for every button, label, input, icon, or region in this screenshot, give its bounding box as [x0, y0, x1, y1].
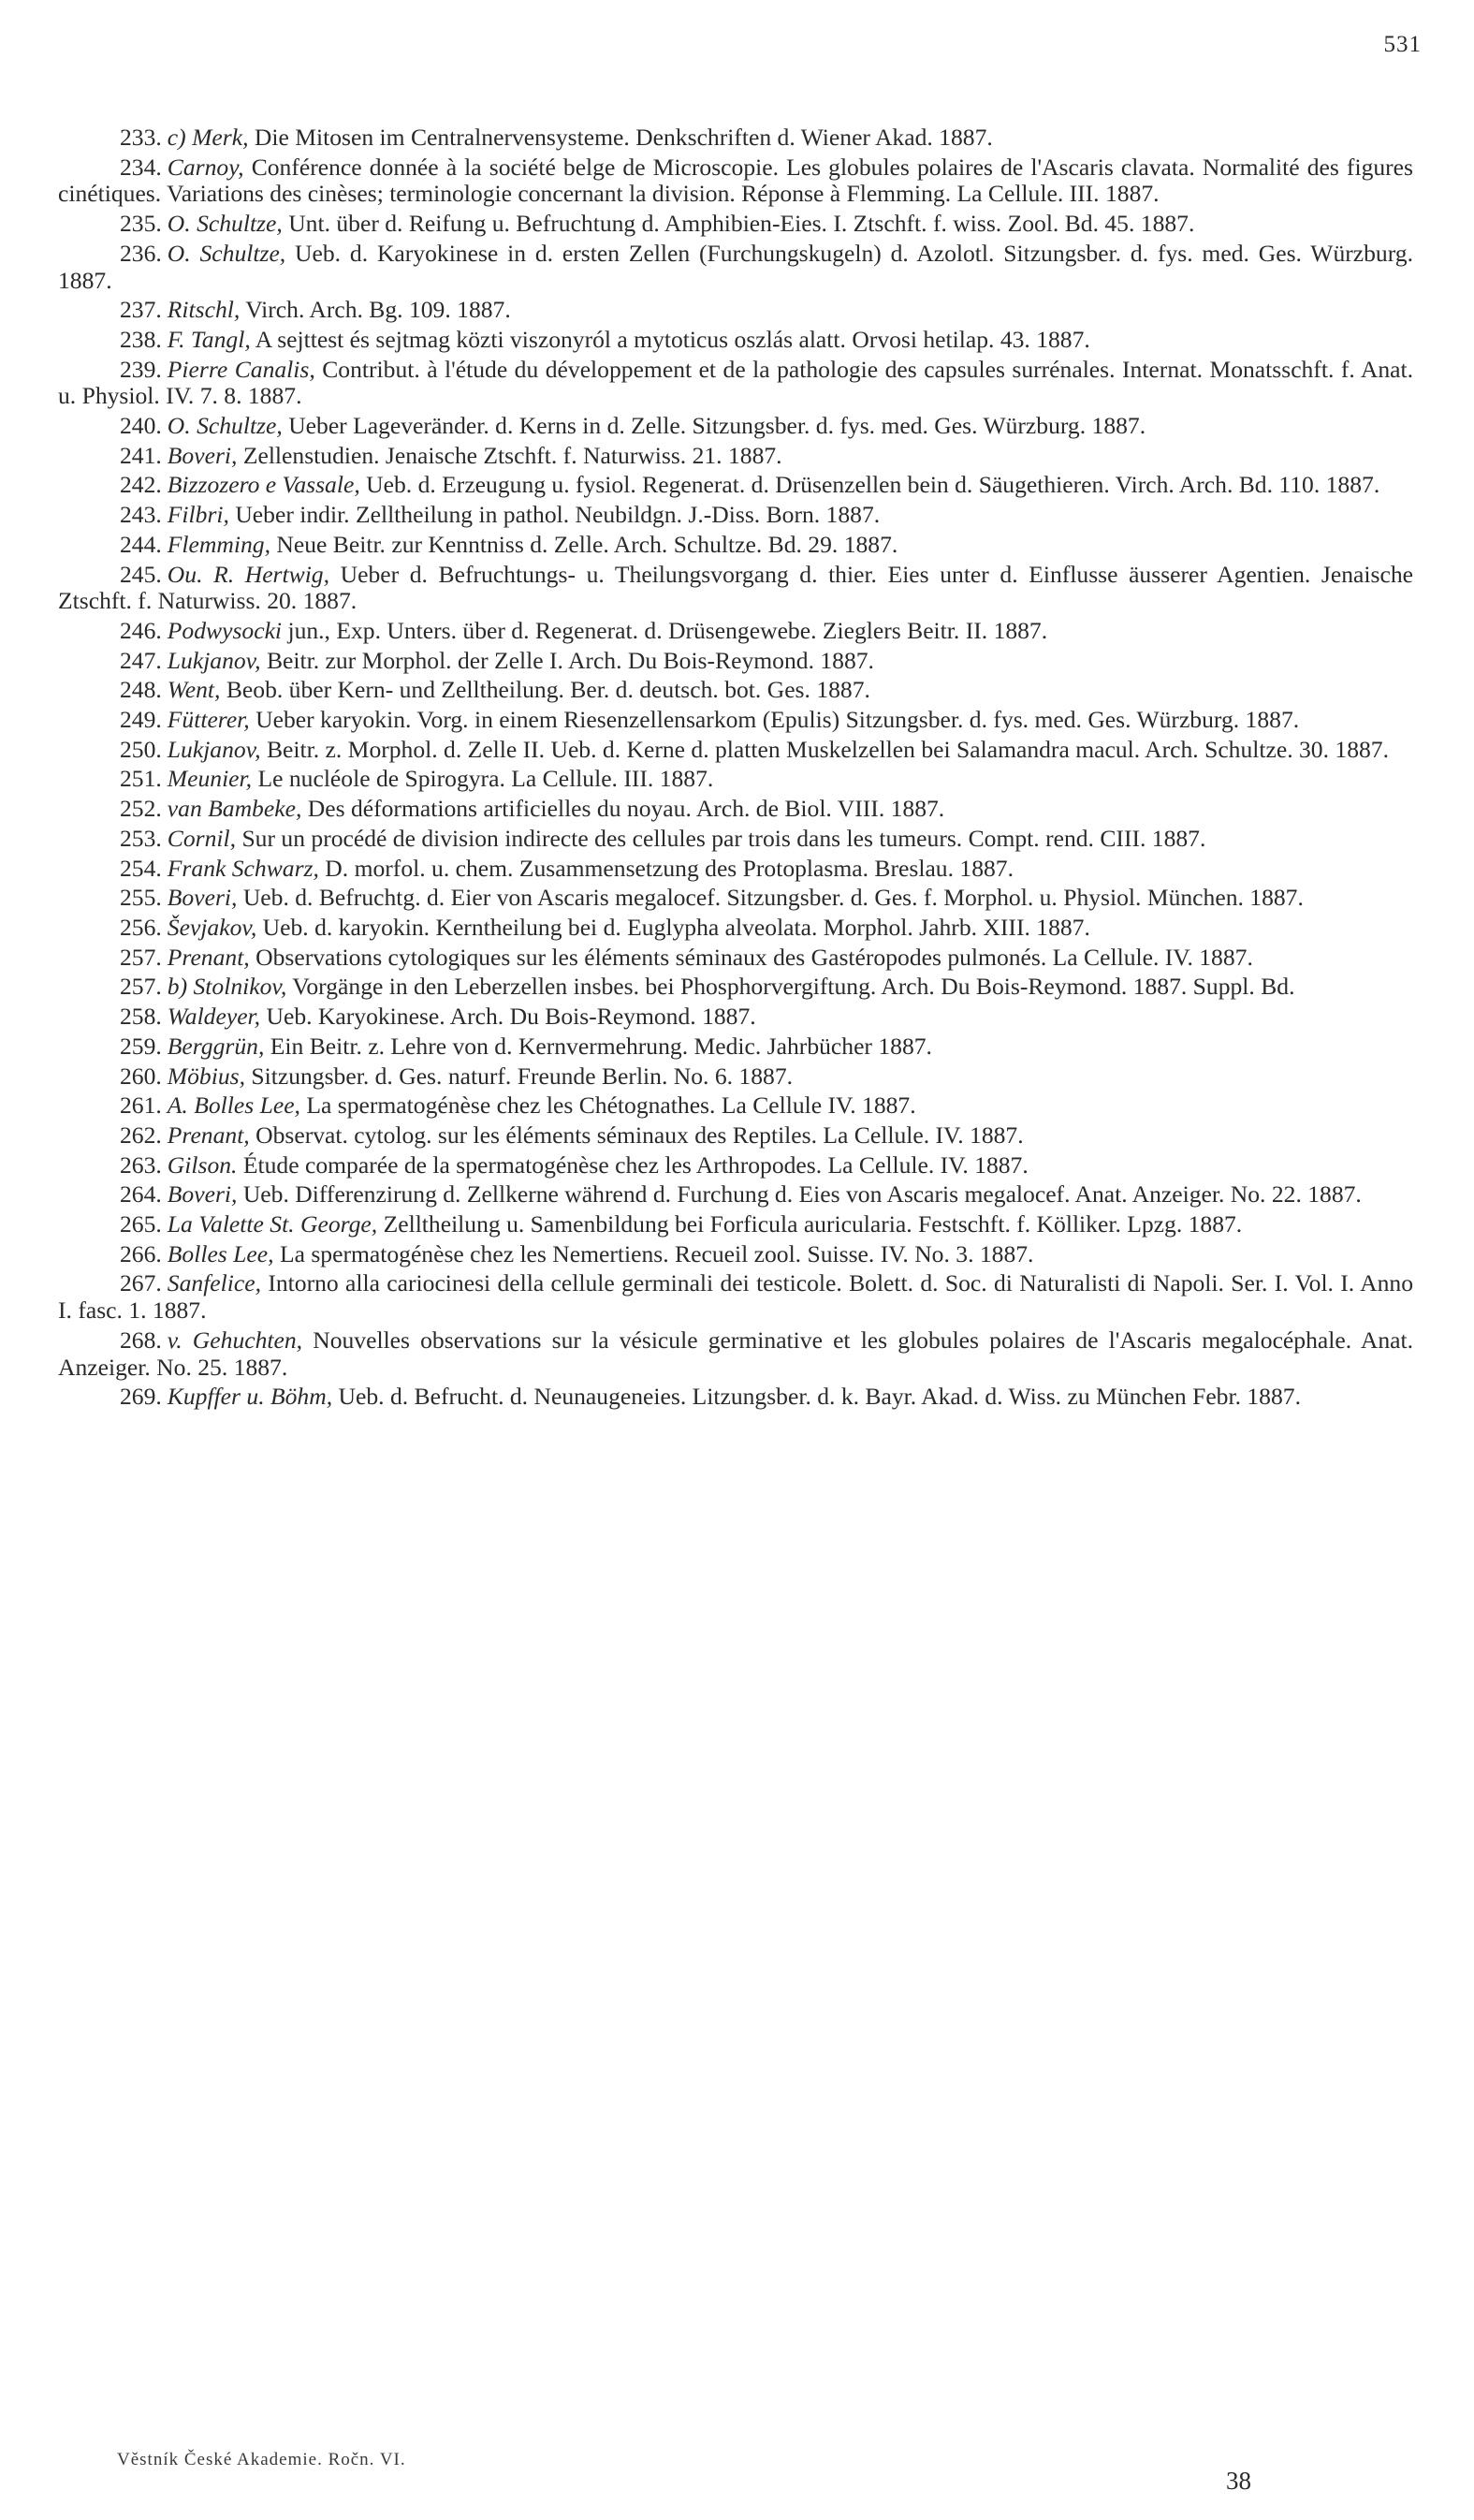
bibliography-entry — [58, 1241, 1413, 1268]
entry-number: 254. — [120, 854, 162, 882]
bibliography-entry — [58, 618, 1413, 645]
bibliography-entry — [58, 297, 1413, 324]
bibliography-entry — [58, 974, 1413, 1001]
bibliography-entry — [58, 1033, 1413, 1061]
entry-number: 244. — [120, 530, 162, 558]
entry-number: 266. — [120, 1239, 162, 1267]
entry-number: 255. — [120, 884, 162, 912]
entry-number: 249. — [120, 706, 162, 734]
bibliography-list — [58, 125, 1413, 1414]
entry-text: Beob. über Kern- und Zelltheilung. Ber. d. deutsch. bot. Ges. 1887. — [226, 676, 870, 704]
entry-number: 257. — [120, 943, 162, 971]
entry-text: Étude comparée de la spermatogénèse chez les Arthropodes. La Cellule. IV. 1887. — [242, 1150, 1029, 1179]
entry-number: 262. — [120, 1121, 162, 1149]
entry-number: 239. — [120, 355, 162, 383]
entry-text: Ueber karyokin. Vorg. in einem Riesenzellensarkom (Epulis) Sitzungsber. d. fys. med. Ges. Würzburg. 1887. — [255, 706, 1300, 734]
entry-text: Vorgänge in den Leberzellen insbes. bei Phosphorvergiftung. Arch. Du Bois-Reymond. 1887. Suppl. Bd. — [292, 973, 1295, 1001]
bibliography-entry — [58, 125, 1413, 152]
entry-text: Neue Beitr. zur Kenntniss d. Zelle. Arch. Schultze. Bd. 29. 1887. — [276, 530, 898, 558]
entry-author: Lukjanov, — [167, 735, 261, 763]
entry-number: 251. — [120, 765, 162, 793]
entry-text: Unt. über d. Reifung u. Befruchtung d. Amphibien-Eies. I. Ztschft. f. wiss. Zool. Bd. 45. 1887. — [288, 210, 1195, 238]
bibliography-entry — [58, 443, 1413, 470]
entry-text: Ueb. d. Befruchtg. d. Eier von Ascaris megalocef. Sitzungsber. d. Ges. f. Morphol. u. Physiol. München. 1887. — [242, 884, 1304, 912]
bibliography-entry — [58, 1181, 1413, 1209]
entry-text: Ueber d. Befruchtungs- u. Theilungsvorgang d. thier. Eies unter d. Einflusse äusserer Agentien. Jenaische Ztschft. f. Naturwiss. 20. 1887. — [58, 560, 1413, 615]
entry-number: 247. — [120, 646, 162, 674]
entry-author: Bizzozero e Vassale, — [167, 471, 360, 499]
entry-author: Gilson. — [167, 1150, 238, 1179]
entry-author: Prenant, — [167, 943, 250, 971]
entry-number: 243. — [120, 501, 162, 529]
entry-text: Intorno alla cariocinesi della cellule germinali dei testicole. Bolett. d. Soc. di Naturalisti di Napoli. Ser. I. Vol. I. Anno I. fasc. 1. 1887. — [58, 1269, 1413, 1325]
bibliography-entry — [58, 856, 1413, 883]
entry-author: Berggrün, — [167, 1032, 265, 1060]
entry-text: Sur un procédé de division indirecte des cellules par trois dans les tumeurs. Compt. rend. CIII. 1887. — [241, 824, 1206, 852]
bibliography-entry — [58, 1211, 1413, 1238]
entry-author: Kupffer u. Böhm, — [167, 1383, 333, 1411]
entry-author: Lukjanov, — [167, 646, 261, 674]
entry-author: O. Schultze, — [167, 412, 283, 440]
entry-author: O. Schultze, — [167, 210, 283, 238]
entry-number: 234. — [120, 153, 162, 181]
entry-text: Ueb. Karyokinese. Arch. Du Bois-Reymond. 1887. — [266, 1003, 756, 1031]
bibliography-entry — [58, 472, 1413, 499]
entry-text: Ueb. Differenzirung d. Zellkerne während d. Furchung d. Eies von Ascaris megalocef. Anat. Anzeiger. No. 22. 1887. — [242, 1180, 1362, 1209]
bibliography-entry — [58, 677, 1413, 704]
entry-text: Contribut. à l'étude du développement et de la pathologie des capsules surrénales. Internat. Monatsschft. f. Anat. u. Physiol. IV. 7. 8. 1887. — [58, 355, 1413, 410]
bibliography-entry — [58, 502, 1413, 529]
entry-number: 260. — [120, 1062, 162, 1090]
entry-author: Bolles Lee, — [167, 1239, 274, 1267]
entry-author: F. Tangl, — [167, 325, 251, 353]
entry-number: 238. — [120, 325, 162, 353]
entry-number: 263. — [120, 1150, 162, 1179]
entry-text: Die Mitosen im Centralnervensysteme. Denkschriften d. Wiener Akad. 1887. — [254, 124, 993, 151]
entry-author: Prenant, — [167, 1121, 250, 1149]
entry-author: Ševjakov, — [167, 913, 257, 941]
bibliography-entry — [58, 1063, 1413, 1091]
signature-mark: 38 — [1226, 2467, 1251, 2495]
entry-author: c) Merk, — [167, 124, 249, 151]
entry-author: Boveri, — [167, 441, 238, 469]
bibliography-entry — [58, 562, 1413, 615]
entry-number: 248. — [120, 676, 162, 704]
bibliography-entry — [58, 1122, 1413, 1150]
bibliography-entry — [58, 532, 1413, 559]
entry-number: 265. — [120, 1210, 162, 1238]
bibliography-entry — [58, 1384, 1413, 1411]
entry-text: A sejttest és sejtmag közti viszonyról a mytoticus oszlás alatt. Orvosi hetilap. 43. 1887. — [255, 325, 1090, 353]
bibliography-entry — [58, 945, 1413, 972]
entry-text: La spermatogénèse chez les Chétognathes. La Cellule IV. 1887. — [306, 1092, 916, 1120]
bibliography-entry — [58, 357, 1413, 410]
entry-author: Ou. R. Hertwig, — [167, 560, 330, 588]
entry-author: La Valette St. George, — [167, 1210, 378, 1238]
entry-number: 240. — [120, 412, 162, 440]
entry-text: Observat. cytolog. sur les éléments séminaux des Reptiles. La Cellule. IV. 1887. — [255, 1121, 1024, 1149]
bibliography-entry — [58, 1092, 1413, 1120]
entry-author: Boveri, — [167, 1180, 238, 1209]
entry-number: 256. — [120, 913, 162, 941]
entry-text: Nouvelles observations sur la vésicule germinative et les globules polaires de l'Ascaris megalocéphale. Anat. Anzeiger. No. 25. 1887. — [58, 1326, 1413, 1381]
entry-text: Ueb. d. Karyokinese in d. ersten Zellen (Furchungskugeln) d. Azolotl. Sitzungsber. d. fys. med. Ges. Würzburg. 1887. — [58, 239, 1413, 294]
entry-author: van Bambeke, — [167, 795, 302, 823]
bibliography-entry — [58, 826, 1413, 853]
entry-number: 233. — [120, 124, 162, 151]
entry-author: O. Schultze, — [167, 239, 286, 267]
entry-author: Fütterer, — [167, 706, 250, 734]
entry-author: Carnoy, — [167, 153, 244, 181]
entry-number: 237. — [120, 296, 162, 324]
journal-footer: Věstník České Akademie. Ročn. VI. — [117, 2450, 406, 2469]
entry-author: Ritschl, — [167, 296, 241, 324]
entry-author: v. Gehuchten, — [167, 1326, 303, 1354]
entry-text: Beitr. zur Morphol. der Zelle I. Arch. Du Bois-Reymond. 1887. — [266, 646, 874, 674]
entry-author: b) Stolnikov, — [167, 973, 287, 1001]
entry-text: Zellenstudien. Jenaische Ztschft. f. Naturwiss. 21. 1887. — [242, 441, 782, 469]
entry-text: jun., Exp. Unters. über d. Regenerat. d. Drüsengewebe. Zieglers Beitr. II. 1887. — [287, 616, 1048, 644]
entry-number: 245. — [120, 560, 162, 588]
entry-author: Pierre Canalis, — [167, 355, 315, 383]
entry-number: 246. — [120, 616, 162, 644]
entry-author: Cornil, — [167, 824, 237, 852]
entry-author: A. Bolles Lee, — [167, 1092, 300, 1120]
entry-author: Sanfelice, — [167, 1269, 261, 1297]
entry-number: 252. — [120, 795, 162, 823]
bibliography-entry — [58, 1152, 1413, 1179]
entry-number: 242. — [120, 471, 162, 499]
entry-text: Ueb. d. karyokin. Kerntheilung bei d. Euglypha alveolata. Morphol. Jahrb. XIII. 1887. — [262, 913, 1090, 941]
entry-text: Ein Beitr. z. Lehre von d. Kernvermehrung. Medic. Jahrbücher 1887. — [270, 1032, 932, 1060]
entry-number: 267. — [120, 1269, 162, 1297]
entry-number: 250. — [120, 735, 162, 763]
entry-number: 269. — [120, 1383, 162, 1411]
entry-author: Meunier, — [167, 765, 253, 793]
entry-text: Ueb. d. Erzeugung u. fysiol. Regenerat. d. Drüsenzellen bein d. Säugethieren. Virch. Arch. Bd. 110. 1887. — [366, 471, 1380, 499]
bibliography-entry — [58, 241, 1413, 294]
bibliography-entry — [58, 796, 1413, 823]
entry-author: Möbius, — [167, 1062, 245, 1090]
entry-number: 236. — [120, 239, 162, 267]
bibliography-entry — [58, 211, 1413, 238]
entry-author: Filbri, — [167, 501, 229, 529]
entry-text: Des déformations artificielles du noyau. Arch. de Biol. VIII. 1887. — [307, 795, 945, 823]
entry-author: Went, — [167, 676, 221, 704]
entry-text: Ueber Lageveränder. d. Kerns in d. Zelle. Sitzungsber. d. fys. med. Ges. Würzburg. 1887. — [288, 412, 1146, 440]
entry-number: 253. — [120, 824, 162, 852]
entry-text: Le nucléole de Spirogyra. La Cellule. III. 1887. — [257, 765, 714, 793]
bibliography-entry — [58, 413, 1413, 440]
entry-number: 257. — [120, 973, 162, 1001]
bibliography-entry — [58, 766, 1413, 793]
entry-text: Sitzungsber. d. Ges. naturf. Freunde Berlin. No. 6. 1887. — [251, 1062, 794, 1090]
entry-text: Ueb. d. Befrucht. d. Neunaugeneies. Litzungsber. d. k. Bayr. Akad. d. Wiss. zu München Febr. 1887. — [338, 1383, 1301, 1411]
entry-number: 261. — [120, 1092, 162, 1120]
bibliography-entry — [58, 885, 1413, 912]
entry-text: Conférence donnée à la société belge de Microscopie. Les globules polaires de l'Ascaris clavata. Normalité des figures cinétiques. Variations des cinèses; terminologie concernant la division. Réponse à Flemming. La Cellule. III. 1887. — [58, 153, 1414, 208]
bibliography-entry — [58, 327, 1413, 354]
entry-author: Podwysocki — [167, 616, 283, 644]
entry-author: Flemming, — [167, 530, 270, 558]
entry-number: 268. — [120, 1326, 162, 1354]
entry-text: Beitr. z. Morphol. d. Zelle II. Ueb. d. Kerne d. platten Muskelzellen bei Salamandra macul. Arch. Schultze. 30. 1887. — [266, 735, 1389, 763]
entry-number: 259. — [120, 1032, 162, 1060]
entry-text: Ueber indir. Zelltheilung in pathol. Neubildgn. J.-Diss. Born. 1887. — [235, 501, 881, 529]
bibliography-entry — [58, 648, 1413, 675]
entry-number: 241. — [120, 441, 162, 469]
page-number: 531 — [1383, 32, 1422, 57]
bibliography-entry — [58, 1327, 1413, 1381]
bibliography-entry — [58, 915, 1413, 942]
bibliography-entry — [58, 154, 1413, 208]
entry-author: Frank Schwarz, — [167, 854, 319, 882]
entry-number: 258. — [120, 1003, 162, 1031]
entry-text: Observations cytologiques sur les éléments séminaux des Gastéropodes pulmonés. La Cellule. IV. 1887. — [255, 943, 1253, 971]
entry-author: Waldeyer, — [167, 1003, 261, 1031]
bibliography-entry — [58, 737, 1413, 764]
entry-number: 235. — [120, 210, 162, 238]
bibliography-entry — [58, 1004, 1413, 1031]
entry-number: 264. — [120, 1180, 162, 1209]
bibliography-entry — [58, 1270, 1413, 1324]
entry-text: D. morfol. u. chem. Zusammensetzung des Protoplasma. Breslau. 1887. — [325, 854, 1014, 882]
entry-text: La spermatogénèse chez les Nemertiens. Recueil zool. Suisse. IV. No. 3. 1887. — [279, 1239, 1034, 1267]
entry-text: Virch. Arch. Bg. 109. 1887. — [245, 296, 511, 324]
entry-text: Zelltheilung u. Samenbildung bei Forficula auricularia. Festschft. f. Kölliker. Lpzg. 1887. — [383, 1210, 1243, 1238]
entry-author: Boveri, — [167, 884, 238, 912]
bibliography-entry — [58, 707, 1413, 734]
